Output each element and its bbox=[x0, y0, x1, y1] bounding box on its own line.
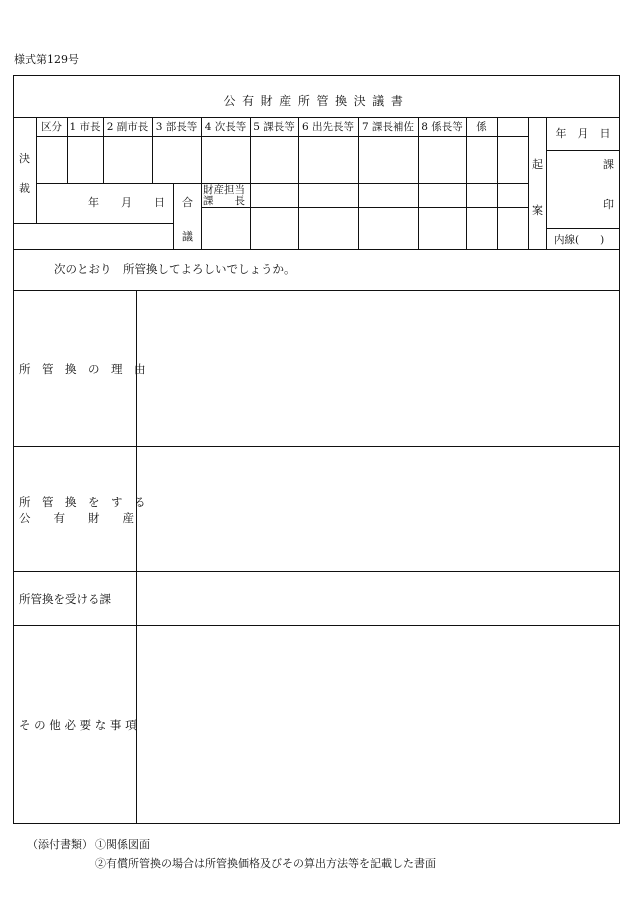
request-statement: 次のとおり 所管換してよろしいでしょうか。 bbox=[54, 262, 296, 276]
consultation-label: 合 bbox=[182, 196, 193, 209]
decision-label: 決 bbox=[19, 152, 30, 165]
column-branch-chief: 6 出先長等 bbox=[301, 121, 355, 133]
drafting-label: 案 bbox=[532, 204, 543, 217]
column-mayor: 1 市長 bbox=[69, 121, 101, 133]
column-deputy-director: 4 次長等 bbox=[204, 121, 247, 133]
property-manager-label: 財産担当 bbox=[203, 184, 245, 196]
property-label: 所 管 換 を す る bbox=[19, 495, 146, 509]
column-subsection-chief: 8 係長等 bbox=[421, 121, 463, 133]
draft-section: 課 bbox=[603, 158, 614, 171]
drafting-label: 起 bbox=[532, 158, 543, 171]
column-assistant-chief: 7 課長補佐 bbox=[361, 121, 415, 133]
column-staff: 係 bbox=[476, 121, 487, 133]
divider bbox=[13, 571, 620, 572]
property-manager-label: 課 長 bbox=[203, 195, 245, 207]
other-matters-label: そ の 他 必 要 な 事 項 bbox=[19, 718, 137, 732]
divider bbox=[13, 446, 620, 447]
property-label: 公 有 財 産 bbox=[19, 511, 134, 525]
column-director: 3 部長等 bbox=[155, 121, 198, 133]
column-category: 区分 bbox=[41, 121, 62, 133]
decision-label: 裁 bbox=[19, 182, 30, 195]
divider bbox=[13, 625, 620, 626]
attachment-item: ②有償所管換の場合は所管換価格及びその算出方法等を記載した書面 bbox=[95, 857, 436, 870]
attachment-item: ①関係図面 bbox=[95, 838, 150, 851]
attachments-label: （添付書類） bbox=[27, 838, 93, 851]
consultation-label: 議 bbox=[182, 230, 193, 243]
form-title: 公有財産所管換決議書 bbox=[223, 94, 410, 108]
divider bbox=[13, 290, 620, 291]
reason-label: 所 管 換 の 理 由 bbox=[19, 362, 146, 376]
draft-date: 年 月 日 bbox=[555, 127, 611, 140]
column-deputy-mayor: 2 副市長 bbox=[106, 121, 149, 133]
draft-seal: 印 bbox=[603, 198, 614, 211]
form-number: 様式第129号 bbox=[14, 53, 79, 66]
column-section-chief: 5 課長等 bbox=[253, 121, 295, 133]
receiving-section-label: 所管換を受ける課 bbox=[19, 592, 111, 606]
draft-extension: 内線( ) bbox=[554, 234, 605, 246]
decision-date: 年 月 日 bbox=[88, 196, 165, 209]
